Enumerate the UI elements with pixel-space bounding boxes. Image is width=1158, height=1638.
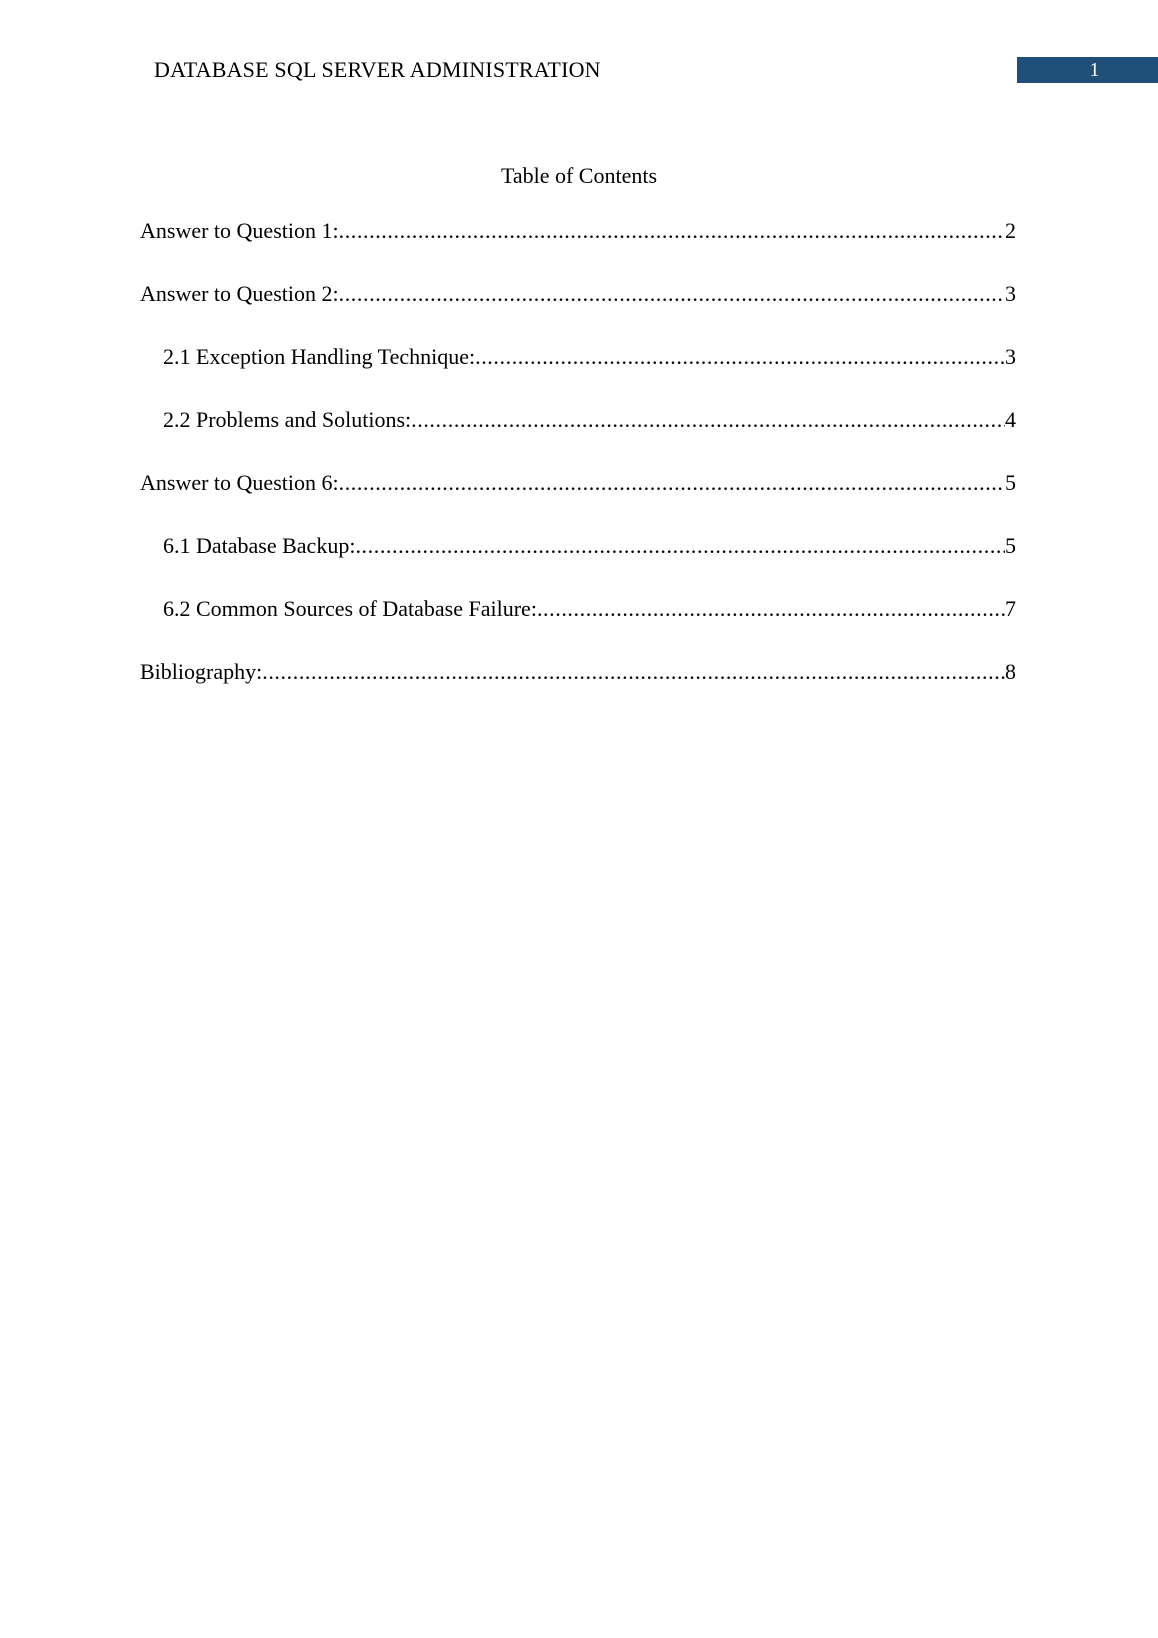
toc-entry-label: Answer to Question 1: — [140, 218, 339, 243]
toc-entry-label: 6.1 Database Backup: — [163, 533, 356, 558]
toc-dot-leader — [339, 468, 1005, 498]
toc-dot-leader — [355, 531, 1005, 561]
toc-entry-label: 2.1 Exception Handling Technique: — [163, 344, 476, 369]
toc-entry-page: 7 — [1005, 596, 1016, 621]
toc-entry-label: 2.2 Problems and Solutions: — [163, 407, 412, 432]
toc-entry-page: 3 — [1005, 344, 1016, 369]
toc-entry-page: 2 — [1005, 218, 1016, 243]
toc-dot-leader — [537, 594, 1005, 624]
toc-entry-page: 8 — [1005, 659, 1016, 684]
toc-entry-label: Answer to Question 2: — [140, 281, 339, 306]
table-of-contents — [140, 216, 1016, 720]
toc-entry-page: 3 — [1005, 281, 1016, 306]
toc-entry-exception-handling[interactable] — [140, 342, 1016, 405]
page-number-badge — [1017, 57, 1158, 83]
toc-entry-page: 5 — [1005, 470, 1016, 495]
toc-entry-database-backup[interactable] — [140, 531, 1016, 594]
toc-entry-problems-solutions[interactable] — [140, 405, 1016, 468]
toc-dot-leader — [262, 657, 1005, 687]
toc-dot-leader — [411, 405, 1005, 435]
toc-entry-page: 4 — [1005, 407, 1016, 432]
toc-entry-label: Answer to Question 6: — [140, 470, 339, 495]
toc-entry-database-failure[interactable] — [140, 594, 1016, 657]
running-header-title: DATABASE SQL SERVER ADMINISTRATION — [154, 57, 601, 82]
toc-entry-label: 6.2 Common Sources of Database Failure: — [163, 596, 537, 621]
toc-dot-leader — [339, 216, 1005, 246]
toc-dot-leader — [475, 342, 1005, 372]
toc-title: Table of Contents — [500, 163, 658, 188]
page-number: 1 — [1089, 59, 1100, 81]
toc-entry-label: Bibliography: — [140, 659, 263, 684]
toc-entry-bibliography[interactable] — [140, 657, 1016, 720]
toc-entry-answer-question-1[interactable] — [140, 216, 1016, 279]
toc-dot-leader — [339, 279, 1005, 309]
toc-entry-answer-question-2[interactable] — [140, 279, 1016, 342]
toc-entry-page: 5 — [1005, 533, 1016, 558]
toc-entry-answer-question-6[interactable] — [140, 468, 1016, 531]
